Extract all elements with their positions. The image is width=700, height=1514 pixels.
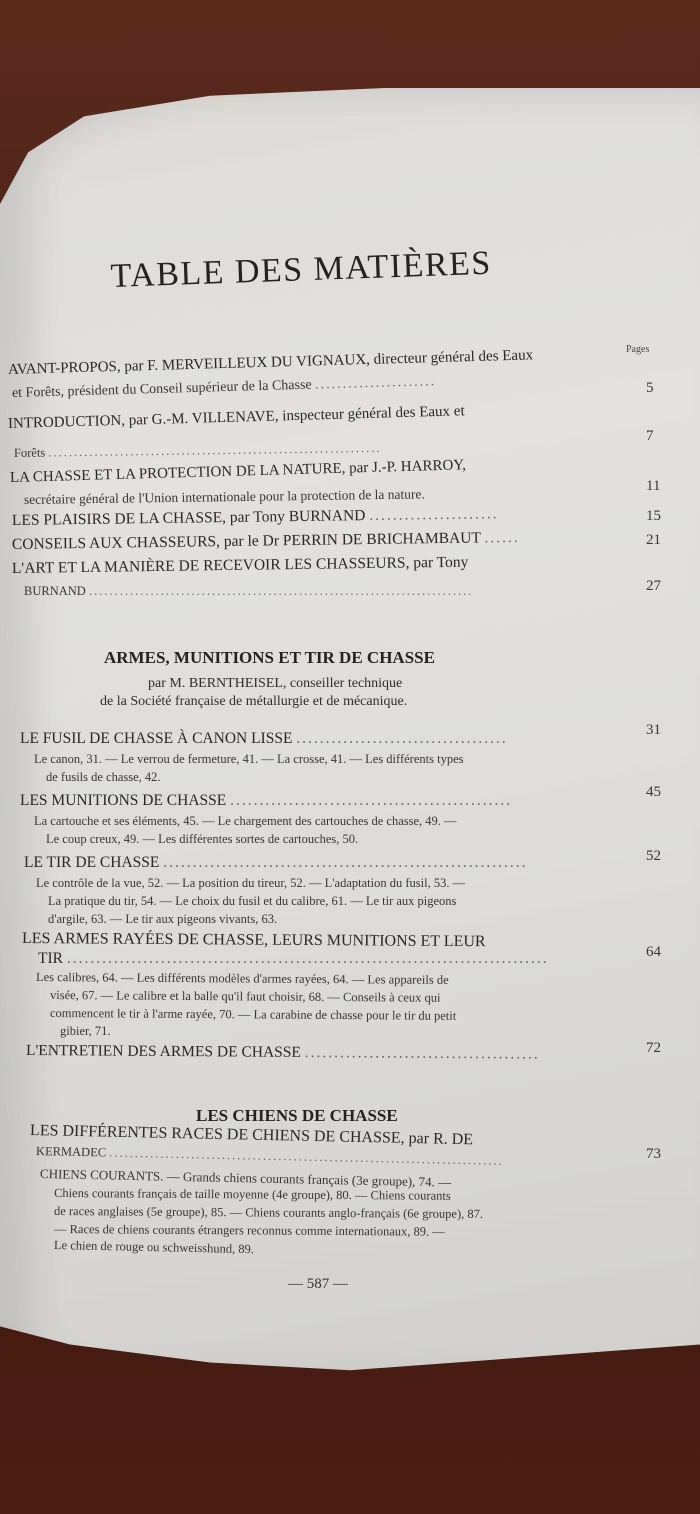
entry-detail: La pratique du tir, 54. — Le choix du fusil et du calibre, 61. — Le tir aux pigeons	[48, 894, 457, 908]
entry-title: LES MUNITIONS DE CHASSE	[20, 792, 227, 809]
page-number: 5	[646, 380, 654, 396]
page-folio: — 587 —	[288, 1276, 348, 1292]
entry-detail: gibier, 71.	[60, 1024, 111, 1038]
entry-continuation: Forêts	[13, 445, 46, 460]
section-byline: de la Société française de métallurgie et de mécanique.	[100, 694, 408, 709]
dot-leader: ....................................	[296, 730, 508, 747]
page-number: 11	[646, 478, 661, 494]
entry-detail: de races anglaises (5e groupe), 85. — Chiens courants anglo-français (6e groupe), 87.	[53, 1204, 484, 1221]
page-number: 64	[646, 944, 661, 960]
dot-leader: ..............................................................	[163, 854, 528, 871]
page-number: 27	[646, 578, 661, 594]
entry-detail: visée, 67. — Le calibre et la balle qu'il faut choisir, 68. — Conseils à ceux qui	[49, 988, 441, 1005]
entry-detail: d'argile, 63. — Le tir aux pigeons vivants, 63.	[48, 912, 278, 926]
entry-title: LES DIFFÉRENTES RACES DE CHIENS DE CHASSE, par R. DE	[29, 1122, 474, 1149]
dot-leader: ......................	[314, 374, 437, 393]
page-number: 15	[646, 508, 661, 524]
page-number: 7	[646, 428, 654, 444]
page-number: 31	[646, 722, 661, 738]
page-number: 21	[646, 532, 661, 548]
section-title: ARMES, MUNITIONS ET TIR DE CHASSE	[104, 648, 435, 667]
entry-title: CONSEILS AUX CHASSEURS, par le Dr PERRIN DE BRICHAMBAUT	[11, 529, 481, 553]
entry-title: LES PLAISIRS DE LA CHASSE, par Tony BURNAND	[11, 507, 366, 529]
dot-leader: ................................................	[230, 792, 513, 809]
entry-title: LES ARMES RAYÉES DE CHASSE, LEURS MUNITIONS ET LEUR	[21, 930, 486, 951]
page-number: 45	[646, 784, 661, 800]
entry-detail: Les calibres, 64. — Les différents modèles d'armes rayées, 64. — Les appareils de	[35, 970, 449, 987]
entry-detail: Le canon, 31. — Le verrou de fermeture, 41. — La crosse, 41. — Les différents types	[34, 752, 464, 766]
dot-leader: ...........................................................................	[88, 584, 474, 598]
page-title: TABLE DES MATIÈRES	[110, 244, 493, 295]
entry-detail: Le contrôle de la vue, 52. — La position du tireur, 52. — L'adaptation du fusil, 53. —	[36, 876, 466, 890]
entry-detail: commencent le tir à l'arme rayée, 70. — La carabine de chasse pour le tir du petit	[49, 1006, 457, 1023]
entry-detail: CHIENS COURANTS. — Grands chiens courants français (3e groupe), 74. —	[39, 1166, 452, 1190]
entry-detail: — Races de chiens courants étrangers reconnus comme internationaux, 89. —	[53, 1222, 445, 1239]
entry-continuation: et Forêts, président du Conseil supérieur de la Chasse	[11, 377, 312, 401]
entry-detail: Le chien de rouge ou schweisshund, 89.	[53, 1238, 255, 1257]
dot-leader: ......	[484, 528, 520, 547]
entry-title-continuation: KERMADEC	[35, 1144, 107, 1160]
section-byline: par M. BERNTHEISEL, conseiller technique	[148, 676, 403, 691]
entry-title: LE FUSIL DE CHASSE À CANON LISSE	[20, 730, 293, 747]
dot-leader: ..................................................................................	[66, 950, 549, 967]
page-number: 73	[646, 1146, 661, 1162]
entry-title: INTRODUCTION, par G.-M. VILLENAVE, inspecteur général des Eaux et	[7, 403, 465, 432]
entry-title-continuation: TIR	[38, 950, 63, 967]
entry-detail: Chiens courants français de taille moyenne (4e groupe), 80. — Chiens courants	[53, 1186, 451, 1203]
entry-title: L'ART ET LA MANIÈRE DE RECEVOIR LES CHASSEURS, par Tony	[11, 553, 469, 577]
pages-column-header: Pages	[626, 344, 650, 355]
entry-title: LA CHASSE ET LA PROTECTION DE LA NATURE, par J.-P. HARROY,	[9, 457, 467, 486]
entry-continuation: secrétaire général de l'Union internationale pour la protection de la nature.	[23, 486, 425, 507]
entry-title: L'ENTRETIEN DES ARMES DE CHASSE	[25, 1042, 301, 1061]
entry-title: AVANT-PROPOS, par F. MERVEILLEUX DU VIGNAUX, directeur général des Eaux	[7, 347, 534, 378]
dot-leader: ........................................	[304, 1043, 540, 1063]
dot-leader: .................................................................	[48, 440, 382, 460]
entry-detail: Le coup creux, 49. — Les différentes sortes de cartouches, 50.	[46, 832, 359, 846]
entry-title: LE TIR DE CHASSE	[24, 854, 160, 871]
dot-leader: .............................................................................	[109, 1145, 504, 1168]
page-number: 72	[646, 1040, 661, 1056]
entry-detail: La cartouche et ses éléments, 45. — Le chargement des cartouches de chasse, 49. —	[34, 814, 457, 828]
entry-continuation: BURNAND	[24, 584, 86, 598]
dot-leader: ......................	[369, 505, 499, 525]
entry-detail: de fusils de chasse, 42.	[46, 770, 161, 784]
page-number: 52	[646, 848, 661, 864]
section-title: LES CHIENS DE CHASSE	[196, 1106, 398, 1125]
